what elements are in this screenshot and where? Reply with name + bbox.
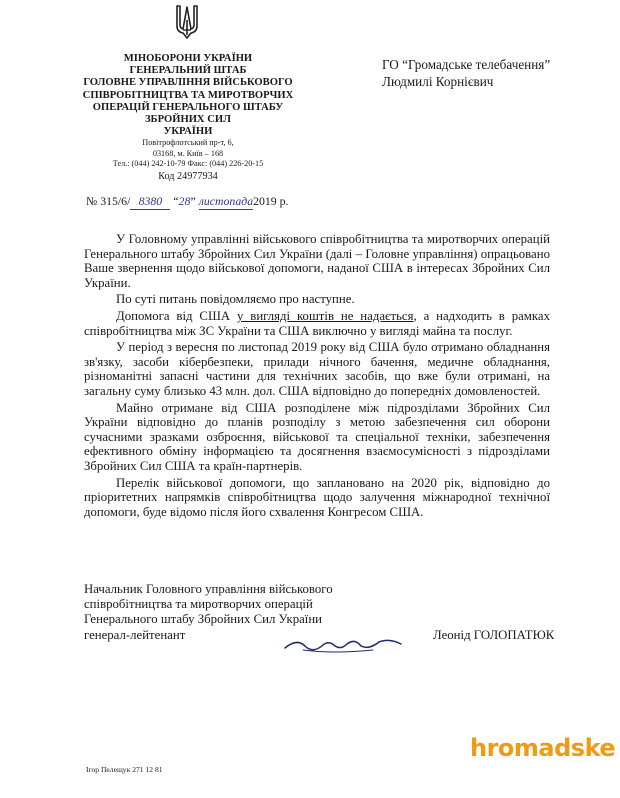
paragraph: По суті питань повідомляємо про наступне. (116, 292, 355, 307)
org-line: ГОЛОВНЕ УПРАВЛІННЯ ВІЙСЬКОВОГО (83, 77, 293, 89)
ref-day-handwritten: 28 (178, 194, 191, 208)
executor-note: Ігор Пелещук 271 12 81 (86, 765, 163, 774)
org-line: ЗБРОЙНИХ СИЛ (144, 114, 232, 126)
org-code: Код 24977934 (158, 170, 218, 182)
paragraph-text: Допомога від США (116, 308, 237, 323)
paragraph (84, 309, 550, 338)
paragraph: Перелік військової допомоги, що заплановано на 2020 рік, відповідно до пріоритетних напрямків співробітництва щодо залучення міжнародної технічної допомоги, буде відомо після його схвалення Конгресом США. (84, 475, 550, 519)
org-line: МІНОБОРОНИ УКРАЇНИ (123, 53, 253, 64)
paragraph: У період з вересня по листопад 2019 року від США було отримано обладнання зв'язку, засоби кібербезпеки, прилади нічного бачення, медичне обладнання, різноманітні запасні частини для технічних засобів, що вже були отримані, на загальну суму близько 43 млн. дол. США відповідно до попередніх домовленостей. (84, 340, 550, 398)
org-line: УКРАЇНИ (163, 126, 213, 138)
addressee (382, 56, 550, 90)
ref-number-handwritten: 8380 (130, 194, 170, 210)
letterhead (70, 53, 306, 183)
trident-icon (174, 4, 200, 40)
reference-line: № 315/6/ 8380 “28” листопада2019 р. (86, 194, 289, 208)
addressee-org: ГО “Громадське телебачення” (382, 57, 551, 72)
signatory-rank: генерал-лейтенант (84, 627, 186, 642)
signatory-line: Генерального штабу Збройних Сил України (84, 612, 323, 627)
ref-prefix: № 315/6/ (86, 194, 131, 208)
handwritten-signature (283, 634, 403, 656)
phone-line: Тел.: (044) 242-10-79 Факс: (044) 226-20-15 (112, 159, 264, 169)
address-line: 03168, м. Київ – 168 (152, 148, 224, 158)
paragraph: У Головному управлінні військового співробітництва та миротворчих операцій Генерального штабу Збройних Сил України (далі – Головне управління) опрацьовано Ваше звернення щодо військової допомоги, наданої США в інтересах Збройних Сил України. (84, 232, 550, 290)
org-line: СПІВРОБІТНИЦТВА ТА МИРОТВОРЧИХ (82, 89, 294, 101)
org-line: ОПЕРАЦІЙ ГЕНЕРАЛЬНОГО ШТАБУ (92, 101, 284, 113)
letter-body (84, 232, 550, 521)
ref-month-handwritten: листопада (198, 194, 254, 208)
signatory-name: Леонід ГОЛОПАТЮК (433, 628, 555, 642)
paragraph: Майно отримане від США розподілене між підрозділами Збройних Сил України відповідно до планів розподілу з метою забезпечення сил оборони сучасними зразками озброєння, військової та спеціальної техніки, забезпечення ефективного обміну інформацією та досягнення взаємосумісності з підрозділами Збройних Сил США та країн-партнерів. (84, 400, 550, 473)
underlined-phrase: у вигляді коштів не надається (237, 308, 414, 323)
paragraph-text: , а надходить в рамках співробітництва між ЗС України та США виключно у вигляді майна та послуг. (84, 308, 550, 338)
hromadske-watermark: hromadske (470, 734, 616, 762)
signatory-line: Начальник Головного управління військового (84, 582, 333, 596)
org-line: ГЕНЕРАЛЬНИЙ ШТАБ (129, 65, 247, 77)
ref-year: 2019 р. (253, 194, 289, 208)
address-line: Повітрофлотський пр-т, 6, (142, 138, 234, 148)
signatory-line: співробітництва та миротворчих операцій (84, 597, 313, 612)
addressee-person: Людмилі Корнієвич (382, 74, 494, 89)
